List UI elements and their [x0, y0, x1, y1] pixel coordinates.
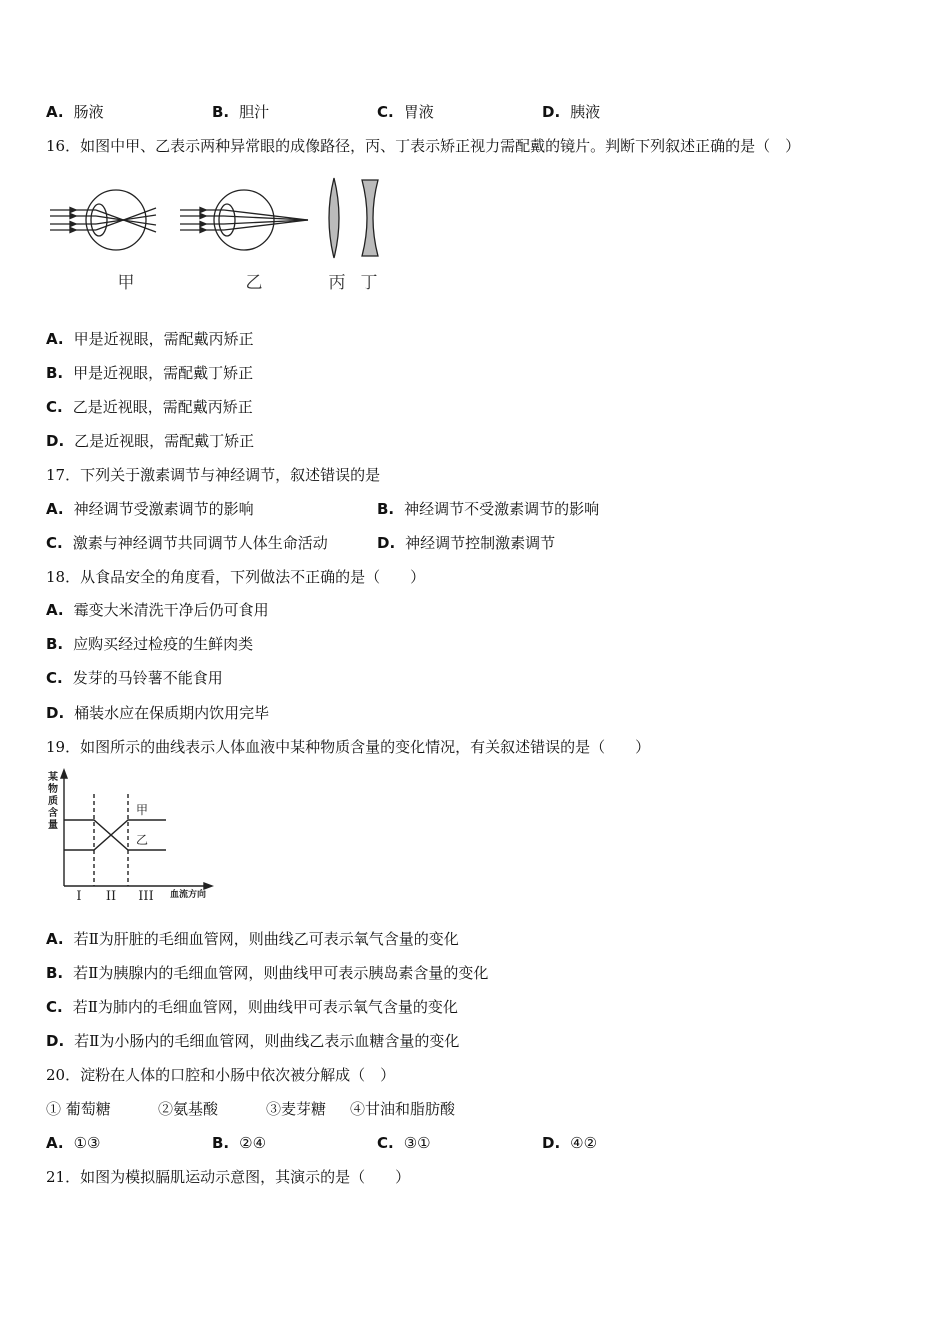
ylabel-char-4: 含 — [48, 808, 58, 819]
q17-option-c: C. 激素与神经调节共同调节人体生命活动 — [46, 534, 328, 552]
label-bing: 丙 — [328, 273, 346, 293]
q20-item-2: ②氨基酸 — [158, 1100, 219, 1118]
q21-stem: 21．如图为模拟膈肌运动示意图，其演示的是（ ） — [46, 1168, 411, 1186]
q19-option-c: C. 若Ⅱ为肺内的毛细血管网，则曲线甲可表示氧气含量的变化 — [46, 998, 458, 1016]
q20-stem: 20．淀粉在人体的口腔和小肠中依次被分解成（ ） — [46, 1066, 396, 1084]
curve-yi — [64, 820, 166, 850]
q17-stem: 17．下列关于激素调节与神经调节，叙述错误的是 — [46, 466, 381, 484]
q16-option-c: C. 乙是近视眼，需配戴丙矫正 — [46, 398, 253, 416]
q19-curve-chart — [44, 768, 220, 904]
q16-eye-figure — [46, 172, 386, 296]
section-iii: III — [138, 889, 154, 904]
eye-jia-eyeball — [86, 190, 146, 250]
ylabel-char-2: 物 — [48, 784, 58, 795]
q20-option-d: D. ④② — [542, 1134, 598, 1152]
q17-option-d: D. 神经调节控制激素调节 — [377, 534, 556, 552]
ylabel-char-1: 某 — [48, 772, 58, 783]
q18-option-b: B. 应购买经过检疫的生鲜肉类 — [46, 635, 254, 653]
q16-stem: 16．如图中甲、乙表示两种异常眼的成像路径，丙、丁表示矫正视力需配戴的镜片。判断下列叙述正确的是（ ） — [46, 137, 801, 155]
legend-jia: 甲 — [136, 803, 149, 817]
q15-option-d: D. 胰液 — [542, 103, 601, 121]
q20-option-c: C. ③① — [377, 1134, 431, 1152]
section-ii: II — [105, 889, 117, 904]
q20-option-a: A. ①③ — [46, 1134, 101, 1152]
ylabel-char-5: 量 — [48, 820, 58, 831]
q17-option-b: B. 神经调节不受激素调节的影响 — [377, 500, 600, 518]
q15-option-a: A. 肠液 — [46, 103, 104, 121]
q18-option-a: A. 霉变大米清洗干净后仍可食用 — [46, 601, 269, 619]
q18-option-d: D. 桶装水应在保质期内饮用完毕 — [46, 704, 270, 722]
q20-item-1: ① 葡萄糖 — [46, 1100, 111, 1118]
q15-option-c: C. 胃液 — [377, 103, 434, 121]
label-ding: 丁 — [360, 273, 378, 293]
eye-jia-lens — [91, 204, 107, 236]
q20-item-4: ④甘油和脂肪酸 — [350, 1100, 456, 1118]
section-i: I — [76, 889, 82, 904]
q18-option-c: C. 发芽的马铃薯不能食用 — [46, 669, 223, 687]
q20-option-b: B. ②④ — [212, 1134, 267, 1152]
q16-option-b: B. 甲是近视眼，需配戴丁矫正 — [46, 364, 254, 382]
q17-option-a: A. 神经调节受激素调节的影响 — [46, 500, 254, 518]
q19-option-a: A. 若Ⅱ为肝脏的毛细血管网，则曲线乙可表示氧气含量的变化 — [46, 930, 459, 948]
curve-jia — [64, 820, 166, 850]
q18-stem: 18．从食品安全的角度看，下列做法不正确的是（ ） — [46, 568, 426, 586]
eye-yi-eyeball — [214, 190, 274, 250]
lens-ding-concave — [362, 180, 378, 256]
xlabel-blood-flow: 血流方向 — [169, 890, 207, 900]
q19-stem: 19．如图所示的曲线表示人体血液中某种物质含量的变化情况，有关叙述错误的是（ ） — [46, 738, 651, 756]
q16-option-d: D. 乙是近视眼，需配戴丁矫正 — [46, 432, 255, 450]
q16-option-a: A. 甲是近视眼，需配戴丙矫正 — [46, 330, 254, 348]
q15-option-b: B. 胆汁 — [212, 103, 270, 121]
ylabel-char-3: 质 — [48, 796, 58, 807]
q19-option-b: B. 若Ⅱ为胰腺内的毛细血管网，则曲线甲可表示胰岛素含量的变化 — [46, 964, 489, 982]
q19-option-d: D. 若Ⅱ为小肠内的毛细血管网，则曲线乙表示血糖含量的变化 — [46, 1032, 460, 1050]
label-jia: 甲 — [117, 273, 135, 293]
label-yi: 乙 — [245, 273, 263, 293]
lens-bing-convex — [329, 178, 339, 258]
legend-yi: 乙 — [136, 833, 149, 847]
eye-yi-lens — [219, 204, 235, 236]
q20-item-3: ③麦芽糖 — [266, 1100, 327, 1118]
